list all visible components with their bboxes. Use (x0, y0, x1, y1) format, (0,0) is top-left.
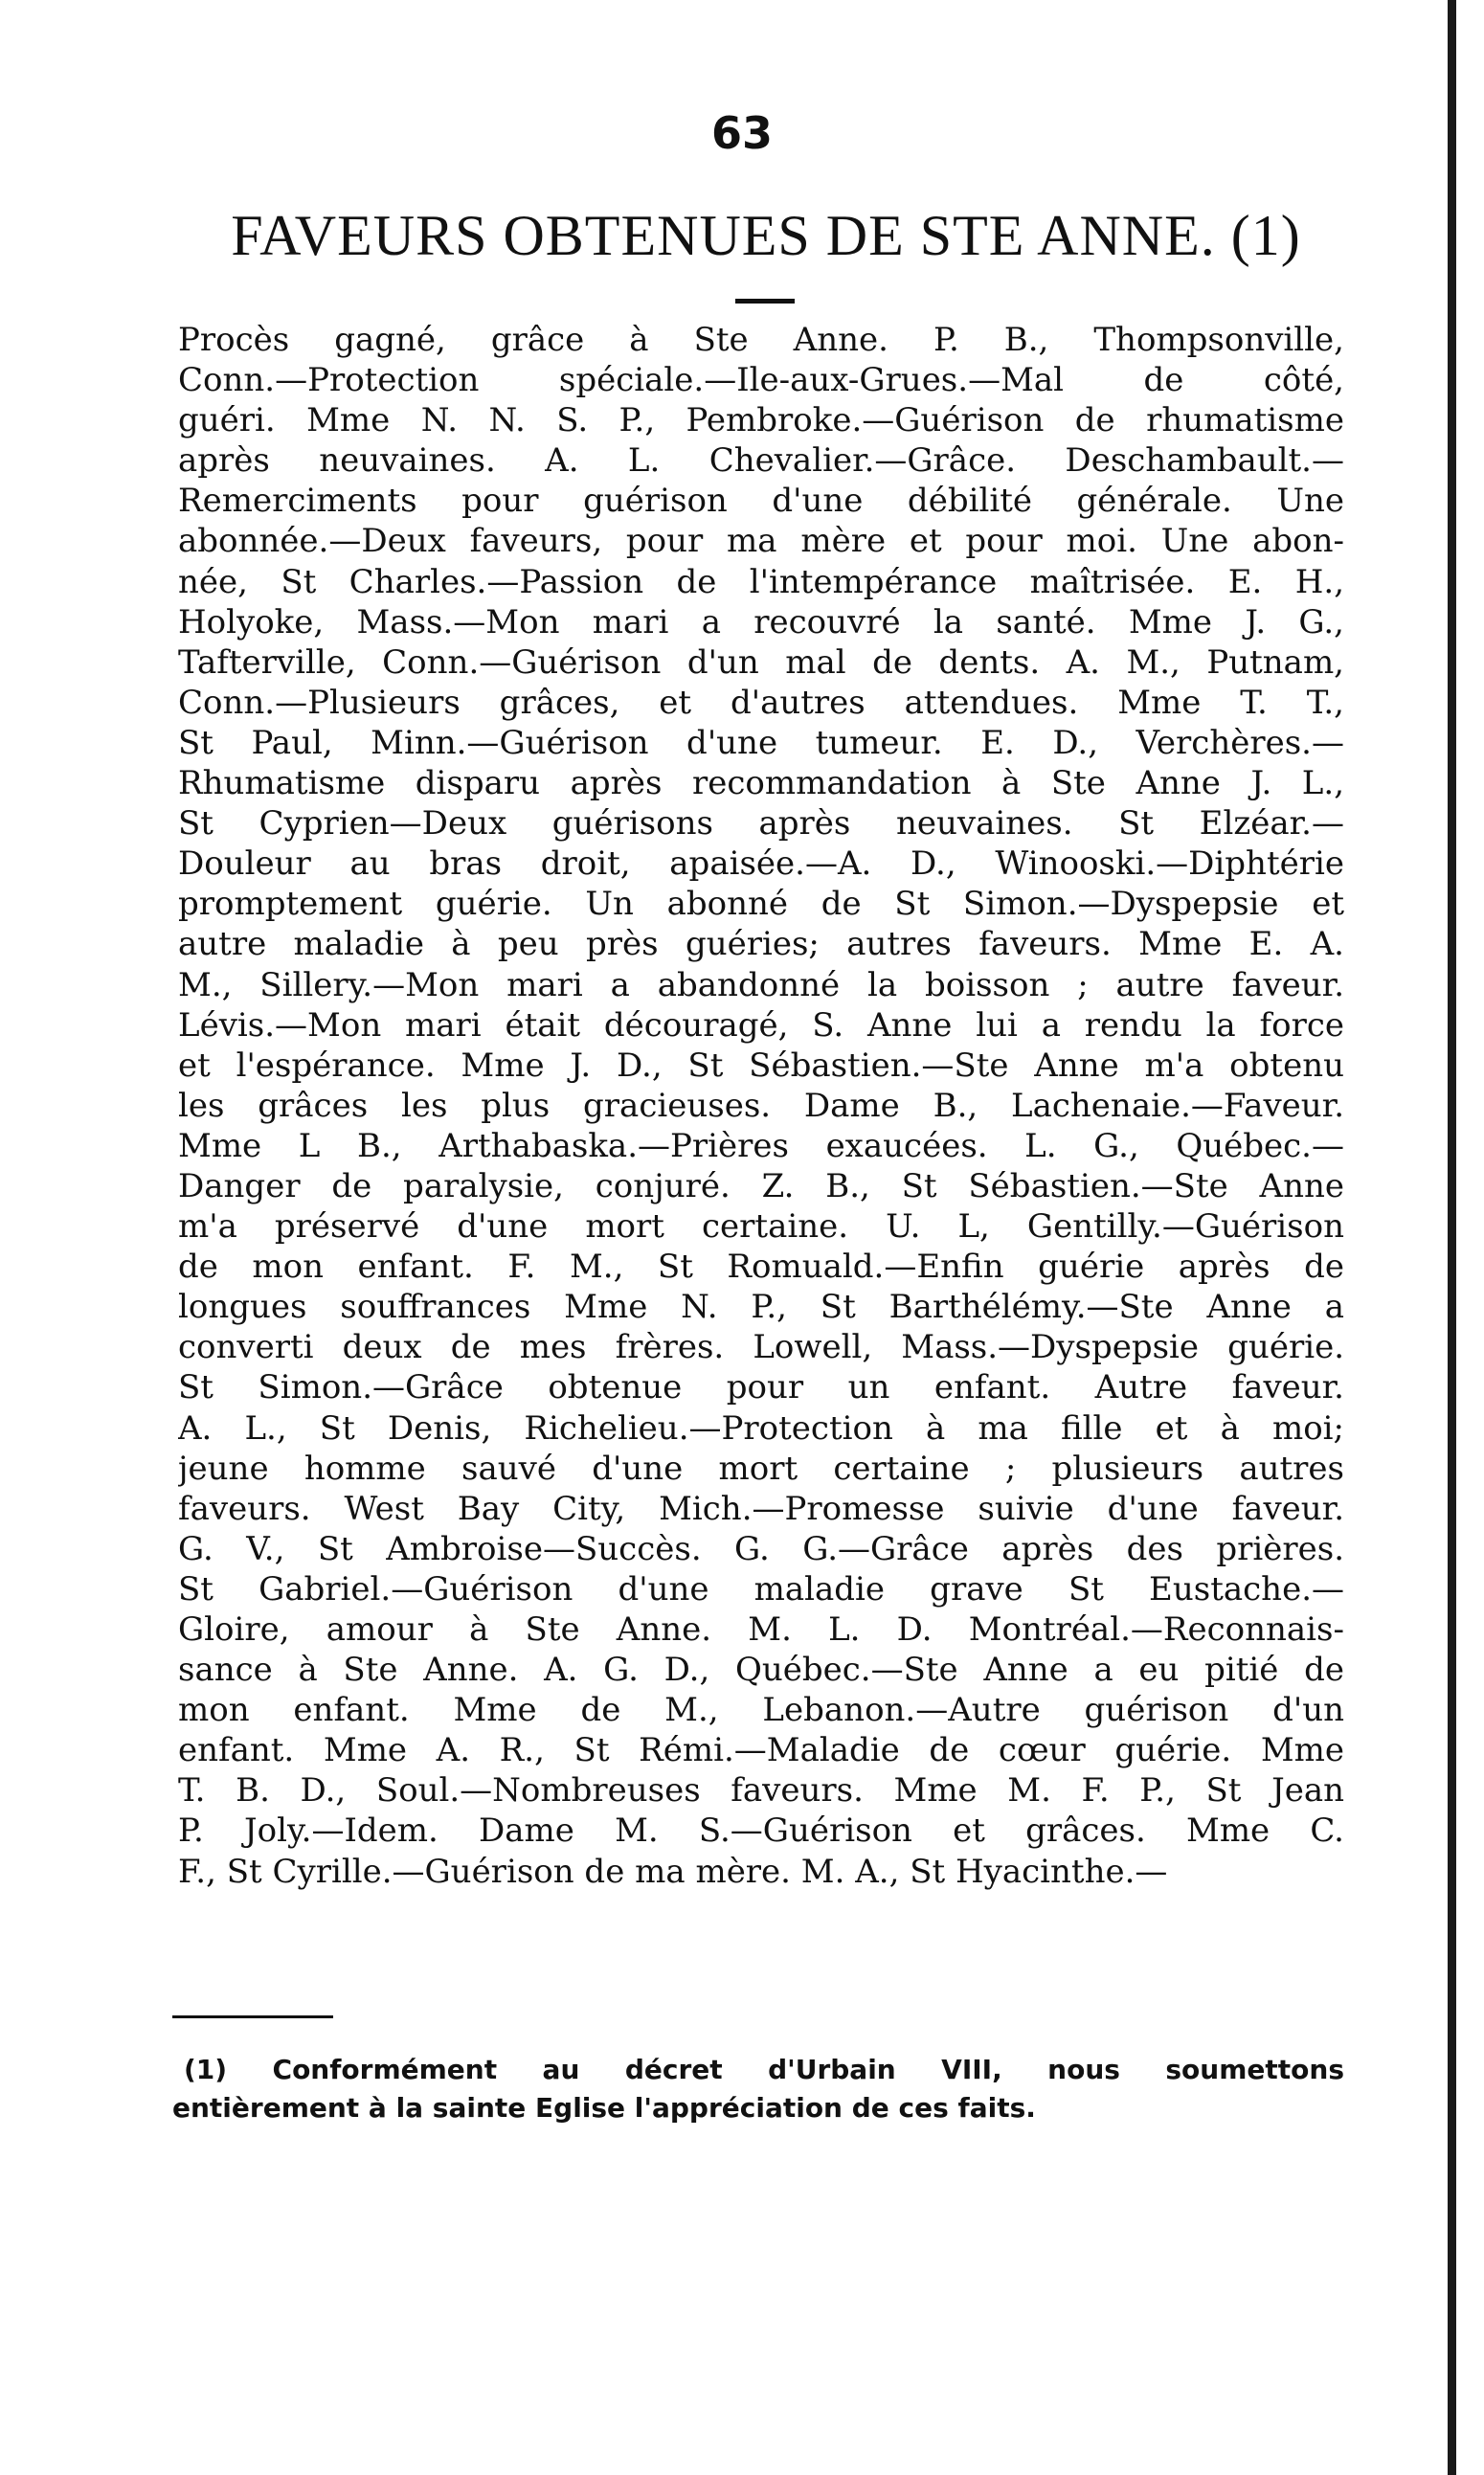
page-title: FAVEURS OBTENUES DE STE ANNE. (1) (231, 204, 1301, 267)
footnote-divider (172, 2015, 333, 2018)
text-line: après neuvaines. A. L. Chevalier.—Grâce. Deschambault.— (178, 441, 1344, 481)
text-line: Conn.—Protection spéciale.—Ile-aux-Grues.—Mal de côté, (178, 361, 1344, 400)
text-line: autre maladie à peu près guéries; autres faveurs. Mme E. A. (178, 925, 1344, 964)
text-line: Remerciments pour guérison d'une débilité générale. Une (178, 482, 1344, 521)
text-line: M., Sillery.—Mon mari a abandonné la boisson ; autre faveur. (178, 965, 1344, 1004)
page-number: 63 (710, 107, 773, 159)
text-line: faveurs. West Bay City, Mich.—Promesse suivie d'une faveur. (178, 1489, 1344, 1528)
text-line: Douleur au bras droit, apaisée.—A. D., Winooski.—Diphtérie (178, 844, 1344, 884)
text-line: longues souffrances Mme N. P., St Barthélémy.—Ste Anne a (178, 1288, 1344, 1327)
text-line: promptement guérie. Un abonné de St Simon.—Dyspepsie et (178, 885, 1344, 924)
text-line: sance à Ste Anne. A. G. D., Québec.—Ste Anne a eu pitié de (178, 1651, 1344, 1690)
text-line: née, St Charles.—Passion de l'intempérance maîtrisée. E. H., (178, 562, 1344, 601)
text-line: St Paul, Minn.—Guérison d'une tumeur. E. D., Verchères.— (178, 723, 1344, 762)
text-line: enfant. Mme A. R., St Rémi.—Maladie de cœur guérie. Mme (178, 1731, 1344, 1770)
text-line: jeune homme sauvé d'une mort certaine ; plusieurs autres (178, 1449, 1344, 1488)
text-line: m'a préservé d'une mort certaine. U. L, Gentilly.—Guérison (178, 1207, 1344, 1247)
footnote (172, 2051, 1344, 2127)
text-line: Gloire, amour à Ste Anne. M. L. D. Montréal.—Reconnais- (178, 1610, 1344, 1649)
text-line: Tafterville, Conn.—Guérison d'un mal de dents. A. M., Putnam, (178, 642, 1344, 682)
text-line: Danger de paralysie, conjuré. Z. B., St Sébastien.—Ste Anne (178, 1166, 1344, 1205)
footnote-line: (1) Conformément au décret d'Urbain VIII, nous soumettons (184, 2054, 1344, 2085)
text-line: Rhumatisme disparu après recommandation à Ste Anne J. L., (178, 764, 1344, 803)
text-line: de mon enfant. F. M., St Romuald.—Enfin guérie après de (178, 1248, 1344, 1287)
text-line: converti deux de mes frères. Lowell, Mass.—Dyspepsie guérie. (178, 1328, 1344, 1367)
text-line: Procès gagné, grâce à Ste Anne. P. B., Thompsonville, (178, 321, 1344, 359)
body-text (178, 320, 1344, 1892)
text-line: A. L., St Denis, Richelieu.—Protection à ma fille et à moi; (178, 1408, 1344, 1448)
text-line: guéri. Mme N. N. S. P., Pembroke.—Guérison de rhumatisme (178, 401, 1344, 440)
text-line: Lévis.—Mon mari était découragé, S. Anne lui a rendu la force (178, 1005, 1344, 1045)
text-line: St Cyprien—Deux guérisons après neuvaines. St Elzéar.— (178, 804, 1344, 844)
text-line: G. V., St Ambroise—Succès. G. G.—Grâce après des prières. (178, 1529, 1344, 1568)
text-line: P. Joly.—Idem. Dame M. S.—Guérison et grâces. Mme C. (178, 1811, 1344, 1851)
text-line: F., St Cyrille.—Guérison de ma mère. M. A., St Hyacinthe.— (178, 1852, 1168, 1891)
text-line: St Gabriel.—Guérison d'une maladie grave St Eustache.— (178, 1569, 1344, 1609)
text-line: et l'espérance. Mme J. D., St Sébastien.—Ste Anne m'a obtenu (178, 1046, 1344, 1085)
text-line: mon enfant. Mme de M., Lebanon.—Autre guérison d'un (178, 1691, 1344, 1730)
title-divider (735, 299, 795, 304)
page-edge-shadow (1448, 0, 1456, 2475)
text-line: Conn.—Plusieurs grâces, et d'autres attendues. Mme T. T., (178, 683, 1344, 722)
text-line: Mme L B., Arthabaska.—Prières exaucées. L. G., Québec.— (178, 1126, 1344, 1165)
text-line: abonnée.—Deux faveurs, pour ma mère et pour moi. Une abon- (178, 522, 1344, 561)
text-line: St Simon.—Grâce obtenue pour un enfant. Autre faveur. (178, 1368, 1344, 1407)
text-line: T. B. D., Soul.—Nombreuses faveurs. Mme M. F. P., St Jean (178, 1771, 1344, 1811)
text-line: les grâces les plus gracieuses. Dame B., Lachenaie.—Faveur. (178, 1086, 1344, 1125)
text-line: Holyoke, Mass.—Mon mari a recouvré la santé. Mme J. G., (178, 602, 1344, 641)
footnote-line: entièrement à la sainte Eglise l'appréciation de ces faits. (172, 2092, 1036, 2124)
